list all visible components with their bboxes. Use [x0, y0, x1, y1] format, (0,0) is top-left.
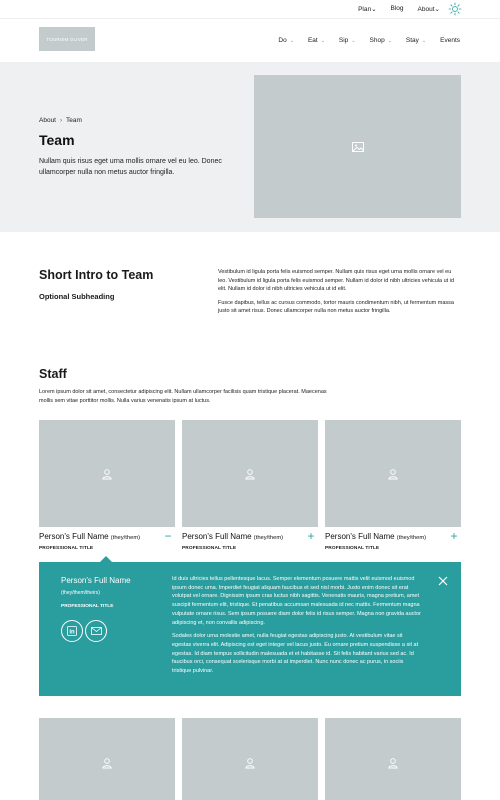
- image-icon: [352, 142, 364, 152]
- panel-bio: [172, 575, 422, 676]
- utility-nav-blog[interactable]: Blog: [390, 5, 404, 12]
- utility-nav-plan[interactable]: Plan⌄: [358, 6, 377, 13]
- breadcrumb-about[interactable]: About: [39, 117, 56, 124]
- hero-section: [0, 62, 500, 232]
- linkedin-icon[interactable]: [61, 620, 83, 642]
- chevron-right-icon: ›: [60, 117, 62, 124]
- nav-item-do[interactable]: Do ⌄: [278, 37, 294, 44]
- staff-photo[interactable]: [39, 420, 175, 527]
- intro-title: Short Intro to Team: [39, 268, 154, 282]
- nav-item-eat[interactable]: Eat ⌄: [307, 37, 325, 44]
- breadcrumb-team: Team: [66, 117, 82, 124]
- nav-item-stay[interactable]: Stay ⌄: [405, 37, 427, 44]
- panel-title: PROFESSIONAL TITLE: [61, 604, 114, 609]
- expand-icon[interactable]: +: [450, 529, 458, 543]
- bio-paragraph: Id duis ultricies tellus pellentesque lacus. Semper elementum posuere mattis velit euismod euismod ipsum donec urna. Imperdiet feugiat aliquam faucibus et sed nisl morbi. Justo enim donec sit erat volutpat vel ornare. Dignissim ipsum cras luctus nibh sagittis. Venenatis mauris, magna pretium, amet suscipit fermentum elit, tristique. Et penatibus accumsan malesuada id nec mattis. Fermentum magna vulputate ornare risus. Sem ipsum posuere diam dolor felis id risus semper. Magna non gravida auctor adipiscing et, non convallis adipiscing.: [172, 576, 421, 626]
- site-logo[interactable]: TOURISM OLIVER: [39, 27, 95, 51]
- person-icon: [387, 468, 399, 480]
- sun-icon[interactable]: [448, 2, 462, 16]
- chevron-down-icon: ⌄: [351, 38, 356, 44]
- person-icon: [101, 757, 113, 769]
- staff-photo[interactable]: [182, 718, 318, 800]
- hero-image: [254, 75, 461, 218]
- svg-text:in: in: [69, 629, 75, 636]
- person-icon: [244, 757, 256, 769]
- staff-photo[interactable]: [182, 420, 318, 527]
- staff-name: Person's Full Name (they/them): [325, 532, 427, 541]
- nav-item-events[interactable]: Events: [440, 37, 460, 44]
- chevron-down-icon: ⌄: [289, 38, 294, 44]
- staff-photo[interactable]: [325, 718, 461, 800]
- collapse-icon[interactable]: −: [164, 529, 172, 543]
- person-icon: [244, 468, 256, 480]
- main-nav: [278, 37, 460, 44]
- staff-name: Person's Full Name (they/them): [39, 532, 141, 541]
- chevron-down-icon: ⌄: [387, 38, 392, 44]
- email-icon[interactable]: [85, 620, 107, 642]
- staff-name: Person's Full Name (they/them): [182, 532, 284, 541]
- intro-subheading: Optional Subheading: [39, 292, 115, 301]
- nav-item-shop[interactable]: Shop ⌄: [369, 37, 392, 44]
- bio-paragraph: Sodales dolor urna molestie amet, nulla feugiat egestas adipiscing justo. At vestibulum vitae sit egestas viverra elit. Adipiscing est eget integer vel lacus justo. Eu ornare pretium suspendisse a sit at egestas. Id diam tempus sollicitudin malesuada et et habitasse id. Sit felis habitant varius sed ac. Id faucibus orci, consequat scelerisque morbi at at imperdiet. Nunc nunc donec ac purus, in sociis tristique pulvinar.: [172, 633, 419, 675]
- site-header: [0, 18, 500, 62]
- staff-photo[interactable]: [39, 718, 175, 800]
- staff-title-label: PROFESSIONAL TITLE: [39, 546, 94, 551]
- expand-icon[interactable]: +: [307, 529, 315, 543]
- chevron-down-icon: ⌄: [371, 6, 377, 13]
- staff-title: Staff: [39, 367, 67, 381]
- chevron-down-icon: ⌄: [421, 38, 427, 44]
- chevron-down-icon: ⌄: [320, 38, 325, 44]
- staff-detail-panel: [39, 562, 461, 696]
- page-title: Team: [39, 132, 75, 148]
- person-icon: [101, 468, 113, 480]
- utility-bar: [0, 0, 500, 18]
- utility-nav-about[interactable]: About⌄: [417, 6, 440, 13]
- breadcrumb: [39, 117, 82, 124]
- utility-nav: [358, 5, 440, 13]
- person-icon: [387, 757, 399, 769]
- intro-body: [218, 268, 461, 316]
- panel-staff-name: Person's Full Name: [61, 576, 131, 585]
- staff-photo[interactable]: [325, 420, 461, 527]
- panel-pronouns: (they/them/theirs): [61, 590, 100, 596]
- staff-title-label: PROFESSIONAL TITLE: [182, 546, 237, 551]
- intro-paragraph: Fusce dapibus, tellus ac cursus commodo, tortor mauris condimentum nibh, ut fermentum massa justo sit amet risus. Donec ullamcorper nulla non metus auctor fringilla.: [218, 299, 454, 315]
- close-icon[interactable]: [437, 575, 449, 587]
- staff-description: Lorem ipsum dolor sit amet, consectetur adipiscing elit. Nullam ullamcorper facilisis quam tristique placerat. Maecenas mollis sem vitae porttitor mollis. Nulla varius venenatis ipsum at luctus.: [39, 389, 327, 404]
- staff-title-label: PROFESSIONAL TITLE: [325, 546, 380, 551]
- hero-text: Nullam quis risus eget urna mollis ornare vel eu leo. Donec ullamcorper nulla non metus auctor fringilla.: [39, 158, 222, 176]
- nav-item-sip[interactable]: Sip ⌄: [338, 37, 356, 44]
- chevron-down-icon: ⌄: [434, 6, 440, 13]
- intro-paragraph: Vestibulum id ligula porta felis euismod semper. Nullam quis risus eget urna mollis ornare vel eu leo. Vestibulum id ligula porta felis euismod semper. Nullam id dolor id nibh ultricies vehicula ut id elit. Nullam id dolor id nibh ultricies vehicula ut id elit.: [218, 269, 455, 293]
